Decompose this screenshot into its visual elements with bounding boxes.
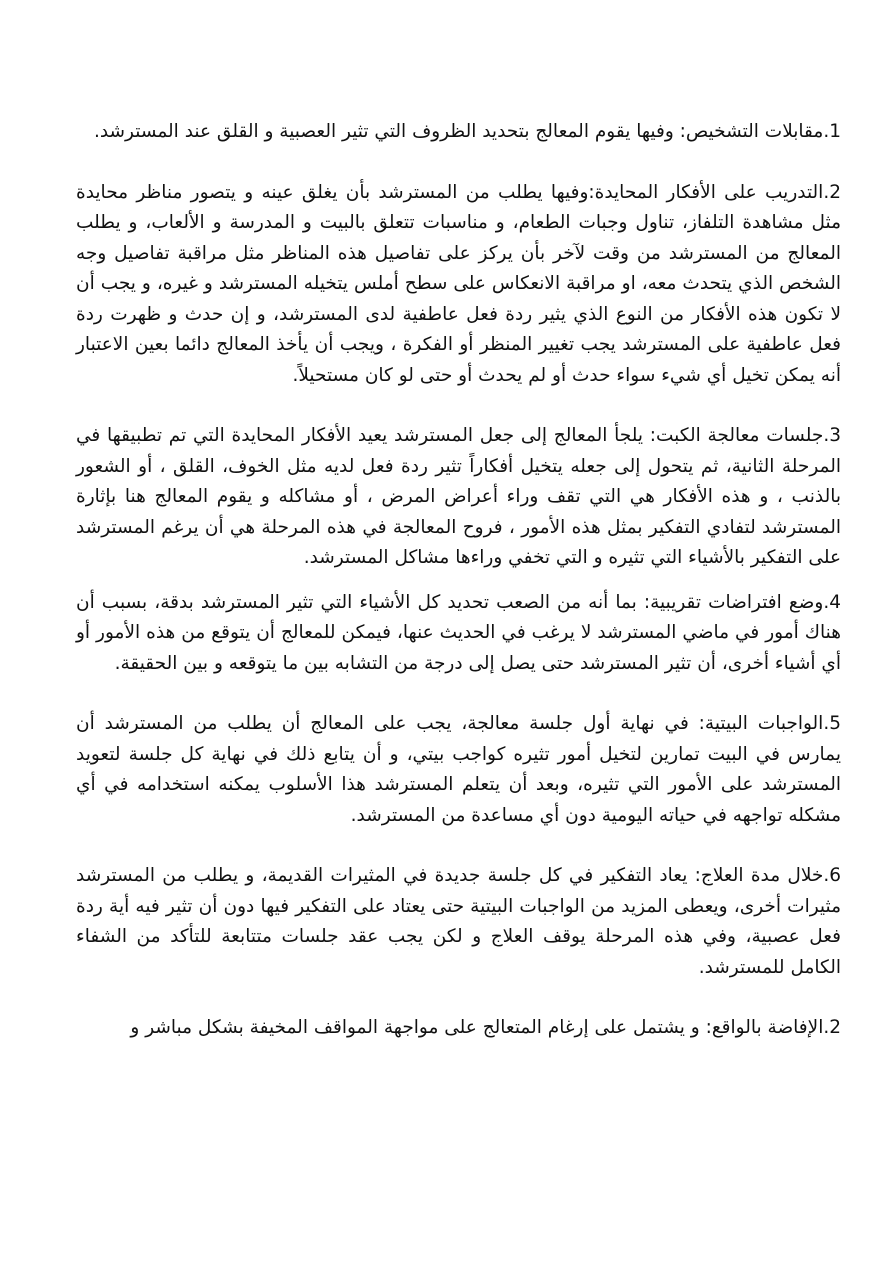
- paragraph-5: 5.الواجبات البيتية: في نهاية أول جلسة معالجة، يجب على المعالج أن يطلب من المسترشد أن يمارس في البيت تمارين لتخيل أمور تثيره كواجب بيتي، و أن يتابع ذلك في نهاية كل جلسة لتعويد المسترشد على الأمور التي تثيره، وبعد أن يتعلم المسترشد هذا الأسلوب يمكنه استخدامه في أي مشكله تواجهه في حياته اليومية دون أي مساعدة من المسترشد.: [76, 713, 841, 826]
- paragraph-7: 2.الإفاضة بالواقع: و يشتمل على إرغام المتعالج على مواجهة المواقف المخيفة بشكل مباشر و: [130, 1017, 841, 1038]
- paragraph-number: 3: [829, 425, 841, 446]
- paragraph-1: 1.مقابلات التشخيص: وفيها يقوم المعالج بتحديد الظروف التي تثير العصبية و القلق عند المسترشد.: [93, 121, 841, 142]
- document-body: [76, 117, 841, 1044]
- paragraph-number: 4: [829, 591, 841, 613]
- paragraph-4: 4.وضع افتراضات تقريبية: بما أنه من الصعب تحديد كل الأشياء التي تثير المسترشد بدقة، بسبب أن هناك أمور في ماضي المسترشد لا يرغب في الحديث عنها، فيمكن للمعالج أن يتوقع من هذه الأمور أو أي أشياء أخرى، أن تثير المسترشد حتى يصل إلى درجة من التشابه بين ما يتوقعه و بين الحقيقة.: [76, 591, 841, 674]
- paragraph-3: 3.جلسات معالجة الكبت: يلجأ المعالج إلى جعل المسترشد يعيد الأفكار المحايدة التي تم تطبيقها في المرحلة الثانية، ثم يتحول إلى جعله يتخيل أفكاراً تثير ردة فعل لديه مثل الخوف، القلق ، أو الشعور بالذنب ، و هذه الأفكار هي التي تقف وراء أعراض المرض ، أو مشاكله و يقوم المعالج هنا بإثارة المسترشد لتفادي التفكير بمثل هذه الأمور ، فروح المعالجة في هذه المرحلة هي أن يرغم المسترشد على التفكير بالأشياء التي تثيره و التي تخفي وراءها مشاكل المسترشد.: [76, 425, 841, 568]
- paragraph-text: وضع افتراضات تقريبية: بما أنه من الصعب تحديد كل الأشياء التي تثير المسترشد بدقة، بسبب أن هناك أمور في ماضي المسترشد لا يرغب في الحديث عنها، فيمكن للمعالج أن يتوقع من هذه الأمور أو أي أشياء أخرى، أن تثير المسترشد حتى يصل إلى درجة من التشابه بين ما يتوقعه و بين الحقيقة.: [76, 591, 841, 674]
- paragraph-text: الواجبات البيتية: في نهاية أول جلسة معالجة، يجب على المعالج أن يطلب من المسترشد أن يمارس في البيت تمارين لتخيل أمور تثيره كواجب بيتي، و أن يتابع ذلك في نهاية كل جلسة لتعويد المسترشد على الأمور التي تثيره، وبعد أن يتعلم المسترشد هذا الأسلوب يمكنه استخدامه في أي مشكله تواجهه في حياته اليومية دون أي مساعدة من المسترشد.: [76, 713, 841, 826]
- paragraph-2: 2.التدريب على الأفكار المحايدة:وفيها يطلب من المسترشد بأن يغلق عينه و يتصور مناظر محايدة مثل مشاهدة التلفاز، تناول وجبات الطعام، و مناسبات تتعلق بالبيت و المدرسة و الألعاب، و يطلب المعالج من المسترشد من وقت لآخر بأن يركز على تفاصيل هذه المناظر مثل مراقبة تفاصيل وجه الشخص الذي يتحدث معه، او مراقبة الانعكاس على سطح أملس يتخيله المسترشد و غيره، و يجب أن لا تكون هذه الأفكار من النوع الذي يثير ردة فعل عاطفية لدى المسترشد، و إن حدث و ظهرت ردة فعل عاطفية على المسترشد يجب تغيير المنظر أو الفكرة ، ويجب أن يأخذ المعالج دائما بعين الاعتبار أنه يمكن تخيل أي شيء سواء حدث أو لم يحدث أو حتى لو كان مستحيلاً.: [76, 181, 841, 386]
- paragraph-text: خلال مدة العلاج: يعاد التفكير في كل جلسة جديدة في المثيرات القديمة، و يطلب من المسترشد مثيرات أخرى، ويعطى المزيد من الواجبات البيتية حتى يعتاد على التفكير فيها دون أن تثير فيه أية ردة فعل عصبية، وفي هذه المرحلة يوقف العلاج و لكن يجب عقد جلسات متتابعة للتأكد من الشفاء الكامل للمسترشد.: [76, 865, 841, 978]
- paragraph-text: مقابلات التشخيص: وفيها يقوم المعالج بتحديد الظروف التي تثير العصبية و القلق عند المسترشد.: [93, 121, 824, 142]
- paragraph-text: الإفاضة بالواقع: و يشتمل على إرغام المتعالج على مواجهة المواقف المخيفة بشكل مباشر و: [130, 1017, 824, 1038]
- paragraph-number: 2: [829, 181, 841, 203]
- paragraph-number: 1: [829, 121, 841, 142]
- paragraph-6: 6.خلال مدة العلاج: يعاد التفكير في كل جلسة جديدة في المثيرات القديمة، و يطلب من المسترشد مثيرات أخرى، ويعطى المزيد من الواجبات البيتية حتى يعتاد على التفكير فيها دون أن تثير فيه أية ردة فعل عصبية، وفي هذه المرحلة يوقف العلاج و لكن يجب عقد جلسات متتابعة للتأكد من الشفاء الكامل للمسترشد.: [76, 865, 841, 978]
- paragraph-number: 6: [829, 865, 841, 886]
- paragraph-number: 5: [829, 713, 841, 734]
- paragraph-number: 2: [829, 1017, 841, 1038]
- paragraph-text: التدريب على الأفكار المحايدة:وفيها يطلب من المسترشد بأن يغلق عينه و يتصور مناظر محايدة مثل مشاهدة التلفاز، تناول وجبات الطعام، و مناسبات تتعلق بالبيت و المدرسة و الألعاب، و يطلب المعالج من المسترشد من وقت لآخر بأن يركز على تفاصيل هذه المناظر مثل مراقبة تفاصيل وجه الشخص الذي يتحدث معه، او مراقبة الانعكاس على سطح أملس يتخيله المسترشد و غيره، و يجب أن لا تكون هذه الأفكار من النوع الذي يثير ردة فعل عاطفية لدى المسترشد، و إن حدث و ظهرت ردة فعل عاطفية على المسترشد يجب تغيير المنظر أو الفكرة ، ويجب أن يأخذ المعالج دائما بعين الاعتبار أنه يمكن تخيل أي شيء سواء حدث أو لم يحدث أو حتى لو كان مستحيلاً.: [76, 181, 841, 386]
- paragraph-text: جلسات معالجة الكبت: يلجأ المعالج إلى جعل المسترشد يعيد الأفكار المحايدة التي تم تطبيقها في المرحلة الثانية، ثم يتحول إلى جعله يتخيل أفكاراً تثير ردة فعل لديه مثل الخوف، القلق ، أو الشعور بالذنب ، و هذه الأفكار هي التي تقف وراء أعراض المرض ، أو مشاكله و يقوم المعالج هنا بإثارة المسترشد لتفادي التفكير بمثل هذه الأمور ، فروح المعالجة في هذه المرحلة هي أن يرغم المسترشد على التفكير بالأشياء التي تثيره و التي تخفي وراءها مشاكل المسترشد.: [76, 425, 841, 568]
